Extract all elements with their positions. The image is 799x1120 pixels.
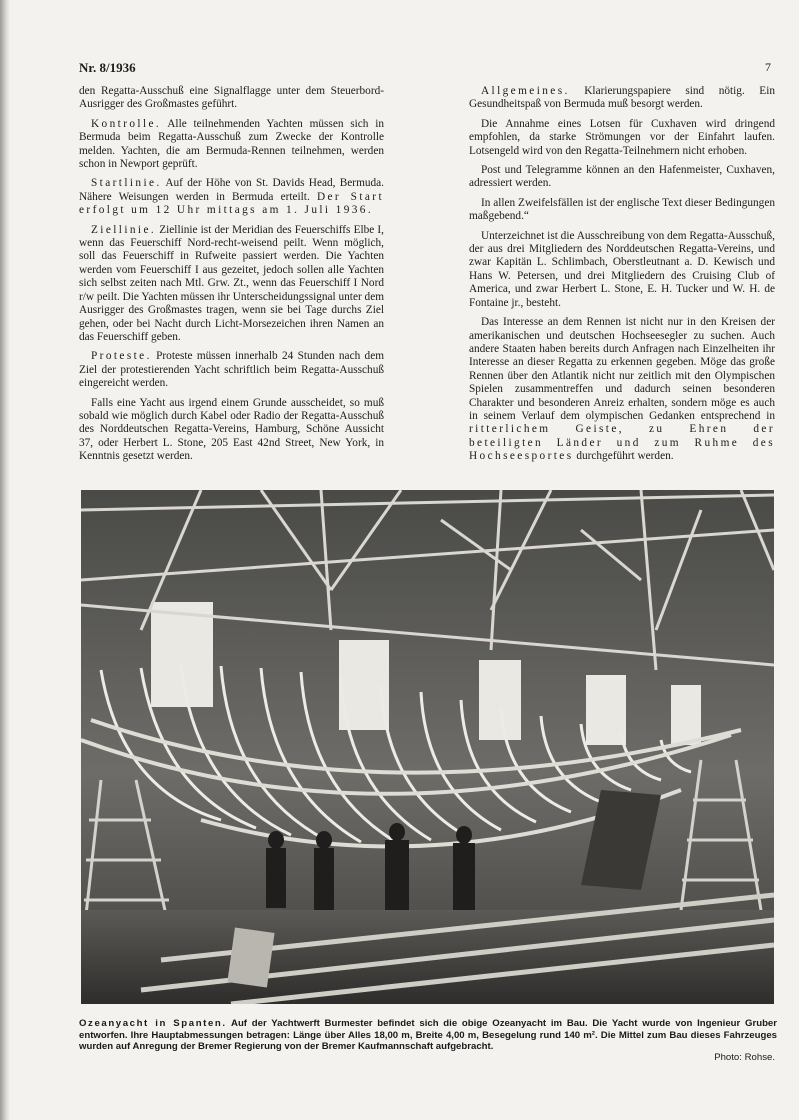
paragraph-text: Klarierungspapiere sind nötig. Ein Gesundheitspaß von Bermuda muß besorgt werden. [469,85,775,111]
yacht-frames-photo [81,490,774,1004]
right-text-column [469,85,775,470]
section-head-kontrolle: Kontrolle. [91,117,162,130]
paragraph-ausschuss [469,230,775,310]
caption-text: Auf der Yachtwerft Burmester befindet sich die obige Ozeanyacht im Bau. Die Yacht wurde von Ingenieur Gruber entworfen. Ihre Hauptabmessungen betragen: Länge über Alles 18,00 m, Breite 4,00 m, Besegelung rund 140 m². Die Mittel zum Bau dieses Fahrzeuges wurden auf Anregung der Bremer Regierung von der Bremer Kaufmannschaft aufgebracht. [79,1018,777,1052]
section-head-allgemeines: Allgemeines. [481,85,570,97]
left-text-column [79,85,384,470]
caption-title: Ozeanyacht in Spanten. [79,1018,227,1029]
paragraph-text: Alle teilnehmenden Yachten müssen sich in Bermuda beim Regatta-Ausschuß zum Zwecke der Kontrolle melden. Yachten, die am Bermuda-Rennen teilnehmen, werden schon in Newport geprüft. [79,117,384,171]
photo-caption [79,1018,777,1053]
paragraph-text: In allen Zweifelsfällen ist der englische Text dieser Bedingungen maßgebend.“ [469,196,775,223]
paragraph-startlinie [79,177,384,217]
paragraph-text: Auf der Höhe von St. Davids Head, Bermuda. Nähere Weisungen werden in Bermuda erteilt. [79,177,384,203]
paragraph-text: Ziellinie ist der Meridian des Feuerschiffs Elbe I, wenn das Feuerschiff Nord-recht-weisend peilt. Wenn möglich, soll das Feuerschiff in Rufweite passiert werden. Die Yachten werden vom Feuerschiff I aus gezeitet, jedoch sollen alle Yachten sich selbst zeiten nach Mtl. Grw. Zt., wenn das Feuerschiff I Nord r/w peilt. Die Yachten müssen ihr Unterscheidungssignal unter dem Ausrigger des Großmastes tragen, wenn sie bei Tage durchs Ziel gehen, oder bei Nacht durch Licht-Morsezeichen ihren Namen an das Feuerschiff geben. [79,223,384,343]
page-spine-shadow [0,0,10,1120]
page-header [79,60,771,76]
paragraph-ziellinie [79,224,384,345]
paragraph-interesse [469,316,775,463]
paragraph-text: Unterzeichnet ist die Ausschreibung von dem Regatta-Ausschuß, der aus drei Mitgliedern des Norddeutschen Regatta-Vereins, und zwar Kapitän L. Schlimbach, Oberstleutnant a. D. Kewisch und Hans W. Petersen, und drei Mitgliedern des Cruising Club of America, und zwar Herbert L. Stone, E. H. Tucker und W. H. de Fontaine jr., besteht. [469,229,775,309]
paragraph-post [469,164,775,191]
paragraph-kontrolle [79,118,384,172]
paragraph-text: Proteste müssen innerhalb 24 Stunden nach dem Ziel der protestierenden Yacht schriftlich beim Regatta-Ausschuß eingereicht werden. [79,350,384,390]
section-head-proteste: Proteste. [91,350,152,363]
paragraph-text: Das Interesse an dem Rennen ist nicht nur in den Kreisen der amerikanischen und deutschen Hochseesegler zu suchen. Auch andere Staaten haben bereits durch Anfragen nach Einzelheiten ihr Interesse an dieser Regatta zu erkennen gegeben. Möge das große Rennen über den Atlantik nicht nur zeitlich mit den Olympischen Spielen zusammentreffen und dadurch seinen besonderen Charakter und besonderen Anreiz erhalten, sondern möge es auch in seinem Verlauf dem olympischen Gedanken entsprechend in [469,316,775,422]
issue-number: Nr. 8/1936 [79,60,136,75]
paragraph-lotsen [469,118,775,158]
paragraph-text: Falls eine Yacht aus irgend einem Grunde ausscheidet, so muß sobald wie möglich durch Kabel oder Radio der Regatta-Ausschuß des Norddeutschen Regatta-Vereins, Hamburg, Schöne Aussicht 37, oder Herbert L. Stone, 205 East 42nd Street, New York, in Kenntnis gesetzt werden. [79,396,384,463]
paragraph-allgemeines [469,85,775,112]
start-time-emphasis: Der Start erfolgt um 12 Uhr mittags am 1. Juli 1936. [79,190,384,217]
paragraph-text: den Regatta-Ausschuß eine Signalflagge unter dem Steuerbord-Ausrigger des Großmastes geführt. [79,85,384,111]
section-head-startlinie: Startlinie. [91,177,162,190]
paragraph-text: durchgeführt werden. [573,450,674,463]
plank-board [227,927,274,987]
page-number: 7 [765,60,771,74]
paragraph-proteste [79,350,384,390]
paragraph-text: Die Annahme eines Lotsen für Cuxhaven wird dringend empfohlen, da starke Strömungen vor der Einfahrt laufen. Lotsengeld wird von den Regatta-Teilnehmern nicht erhoben. [469,117,775,157]
photo-credit: Photo: Rohse. [714,1052,775,1063]
section-head-ziellinie: Ziellinie. [91,223,157,236]
paragraph-text: Post und Telegramme können an den Hafenmeister, Cuxhaven, adressiert werden. [469,164,775,190]
photo-illustration [81,490,774,1004]
spaced-emphasis: ritterlichem Geiste, zu Ehren der beteiligten Länder und zum Ruhme des Hochseesportes [469,423,775,463]
paragraph-ausscheiden [79,397,384,464]
paragraph-zweifelsfaelle [469,197,775,224]
paragraph-signal-flag [79,85,384,112]
